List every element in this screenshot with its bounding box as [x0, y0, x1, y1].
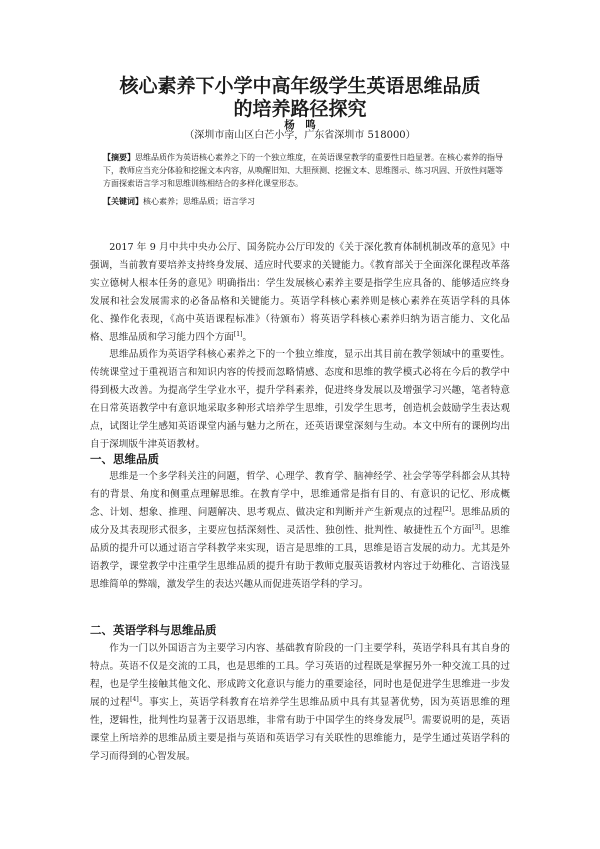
keywords-label: 【关键词】: [103, 196, 143, 206]
citation-ref: [2]: [442, 505, 452, 513]
abstract-label: 【摘要】: [103, 152, 135, 162]
s2-text-a: 作为一门以外国语言为主要学习内容、基础教育阶段的一门主要学科，英语学科具有其自身的特点。英语不仅是交流的工具，也是思维的工具。学习英语的过程既是掌握另外一种交流工具的过程，也是学生接触其他文化、形成跨文化意识与能力的重要途径，同时也是促进学生思维进一步发展的过程: [90, 643, 510, 708]
abstract: [103, 151, 503, 190]
section-1-paragraph: [90, 468, 510, 594]
keywords-text: 核心素养；思维品质；语言学习: [143, 197, 255, 206]
citation-ref: [4]: [130, 695, 139, 703]
keywords: [103, 195, 503, 208]
abstract-text: 思维品质作为英语核心素养之下的一个独立维度，在英语课堂教学的重要性日趋显著。在核心素养的指导下，教师应当充分体验和挖掘文本内容，从唤醒旧知、大胆预测、挖掘文本、思维图示、练习巩固、开放性问题等方面探索语言学习和思维训练相结合的多样化课堂形态。: [103, 153, 503, 188]
author-name: 杨 鸣: [284, 119, 316, 131]
intro-p1-text: 2017 年 9 月中共中央办公厅、国务院办公厅印发的《关于深化教育体制机制改革的意见》中强调，当前教育要培养支持终身发展、适应时代要求的关键能力。《教育部关于全面深化课程改革落实立德树人根本任务的意见》明确指出：学生发展核心素养主要是指学生应具备的、能够适应终身发展和社会发展需求的必备品格和关键能力。英语学科核心素养则是核心素养在英语学科的具体化、操作化表现，《高中英语课程标准》（待颁布）将英语学科核心素养归纳为语言能力、文化品格、思维品质和学习能力四个方面: [90, 242, 510, 343]
s1-text-b: 。思维品质的成分及其表现形式很多，主要应包括深刻性、灵活性、独创性、批判性、敏捷性五个方面: [90, 507, 511, 536]
s2-text-c: 。需要说明的是，英语课堂上所培养的思维品质主要是指与英语和英语学习有关联性的思维能力，是学生通过英语学科的学习而得到的心智发展。: [90, 715, 511, 762]
intro-paragraph-2: [90, 346, 510, 454]
section-heading-1: 一、思维品质: [90, 452, 159, 466]
intro-p1-end: 。: [242, 332, 252, 343]
section-2-paragraph: [90, 640, 510, 766]
citation-ref: [1]: [233, 330, 243, 338]
citation-ref: [3]: [472, 523, 481, 531]
s2-text-b: 。事实上，英语学科教育在培养学生思维品质中具有其显著优势，因为英语思维的理性，逻辑性，批判性均显著于汉语思维，非常有助于中国学生的终身发展: [90, 697, 511, 726]
s1-text-a: 思维是一个多学科关注的问题，哲学、心理学、教育学、脑神经学、社会学等学科都会从其特有的背景、角度和侧重点理解思维。在教育学中，思维通常是指有目的、有意识的记忆、形成概念、计划、想象、推理、问题解决、思考观点、做决定和判断并产生新观点的过程: [90, 471, 510, 518]
intro-p2-text: 思维品质作为英语学科核心素养之下的一个独立维度，显示出其目前在教学领域中的重要性。传统课堂过于重视语言和知识内容的传授而忽略情感、态度和思维的教学模式必将在今后的教学中得到极大改善。为提高学生学业水平，提升学科素养，促进终身发展以及增强学习兴趣，笔者特意在日常英语教学中有意识地采取多种形式培养学生思维，引发学生思考，创造机会鼓励学生表达观点，试图让学生感知英语课堂内涵与魅力之所在，还英语课堂深刻与生动。本文中所有的课例均出自于深圳版牛津英语教材。: [90, 349, 510, 450]
citation-ref: [5]: [403, 713, 413, 721]
s1-text-c: 。思维品质的提升可以通过语言学科教学来实现，语言是思维的工具，思维是语言发展的动力。尤其是外语教学，课堂教学中注重学生思维品质的提升有助于教师克服英语教材内容过于幼稚化、言语浅显思维简单的弊端，激发学生的表达兴趣从而促进英语学科的学习。: [90, 525, 511, 590]
paper-title-line-2: 的培养路径探究: [233, 98, 367, 120]
section-heading-2: 二、英语学科与思维品质: [90, 623, 217, 637]
intro-paragraph-1: [90, 239, 510, 347]
paper-title-line-1: 核心素养下小学中高年级学生英语思维品质: [119, 75, 481, 97]
author-affiliation: （深圳市南山区白芒小学，广东省深圳市 518000）: [184, 130, 416, 141]
